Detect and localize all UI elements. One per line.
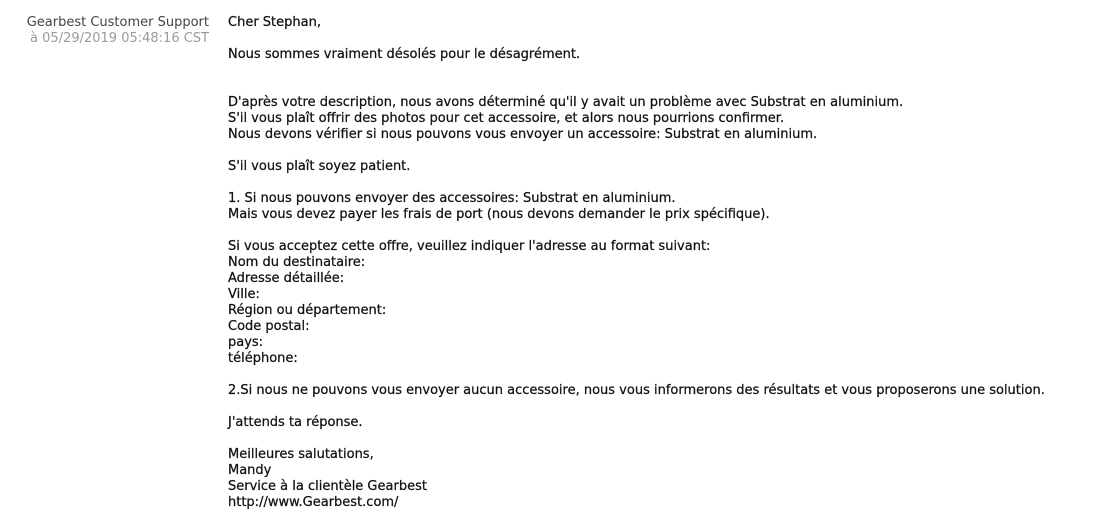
patience-line: S'il vous plaît soyez patient.: [228, 159, 411, 174]
awaiting-reply-line: J'attends ta réponse.: [228, 415, 363, 430]
paragraph-line: S'il vous plaît offrir des photos pour cet accessoire, et alors nous pourrions confirmer.: [228, 111, 785, 126]
signature-name: Mandy: [228, 463, 272, 478]
message-sender-info: [0, 15, 209, 47]
option-1-line: 1. Si nous pouvons envoyer des accessoires: Substrat en aluminium.: [228, 191, 676, 206]
address-intro: Si vous acceptez cette offre, veuillez indiquer l'adresse au format suivant:: [228, 239, 711, 254]
address-field-detail: Adresse détaillée:: [228, 271, 345, 286]
address-field-country: pays:: [228, 335, 264, 350]
sender-name: Gearbest Customer Support: [26, 15, 209, 30]
paragraph-line: D'après votre description, nous avons déterminé qu'il y avait un problème avec Substrat en aluminium.: [228, 95, 904, 110]
signature-url: http://www.Gearbest.com/: [228, 495, 399, 510]
signature-closing: Meilleures salutations,: [228, 447, 374, 462]
option-1-line: Mais vous devez payer les frais de port (nous devons demander le prix spécifique).: [228, 207, 770, 222]
message-timestamp: à 05/29/2019 05:48:16 CST: [30, 31, 209, 46]
address-field-region: Région ou département:: [228, 303, 387, 318]
paragraph-line: Nous devons vérifier si nous pouvons vous envoyer un accessoire: Substrat en aluminium.: [228, 127, 818, 142]
apology-line: Nous sommes vraiment désolés pour le désagrément.: [228, 47, 581, 62]
signature-team: Service à la clientèle Gearbest: [228, 479, 427, 494]
address-field-postal-code: Code postal:: [228, 319, 310, 334]
address-field-name: Nom du destinataire:: [228, 255, 366, 270]
address-field-phone: téléphone:: [228, 351, 298, 366]
message-body: [228, 15, 1108, 511]
greeting: Cher Stephan,: [228, 15, 321, 30]
option-2-line: 2.Si nous ne pouvons vous envoyer aucun accessoire, nous vous informerons des résultats et vous proposerons une solution.: [228, 383, 1045, 398]
address-field-city: Ville:: [228, 287, 260, 302]
